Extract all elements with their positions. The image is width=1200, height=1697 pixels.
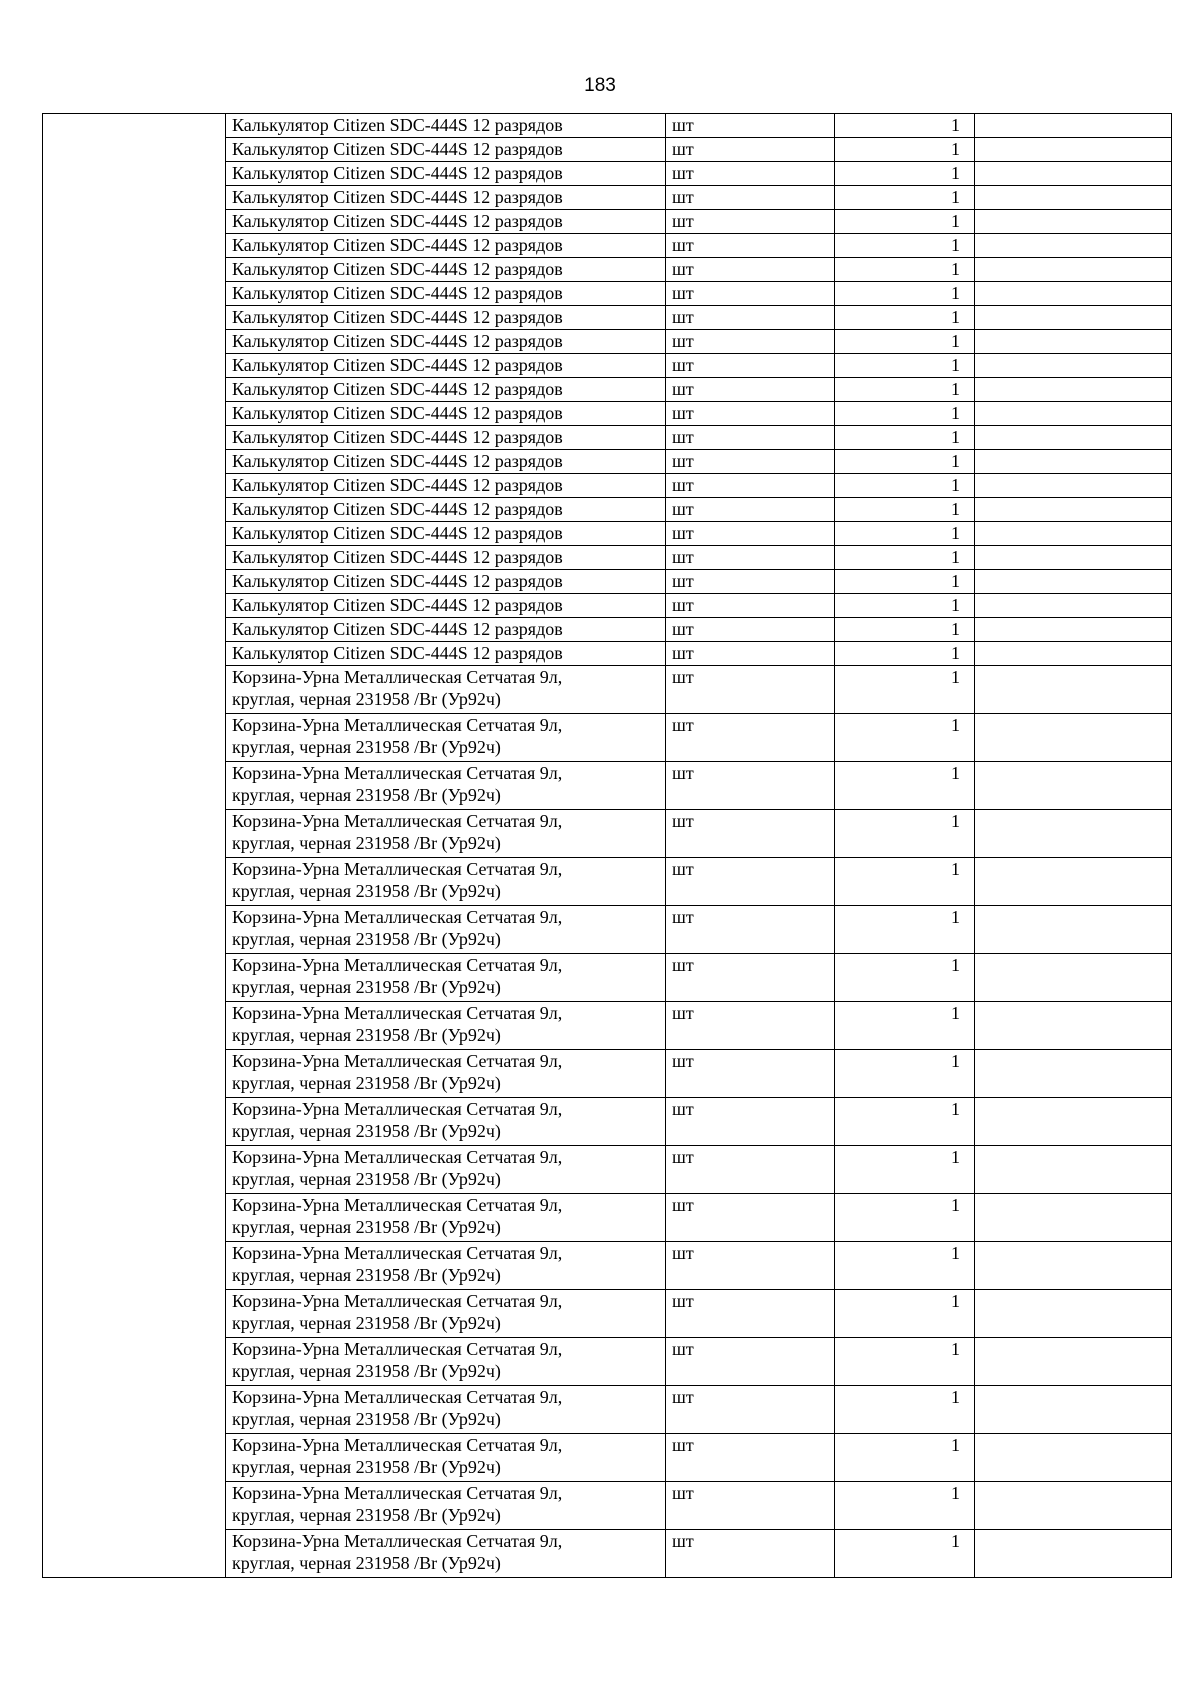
note-cell xyxy=(975,1098,1172,1146)
unit-cell: шт xyxy=(666,522,835,546)
note-cell xyxy=(975,402,1172,426)
unit-cell: шт xyxy=(666,474,835,498)
item-name-line: круглая, черная 231958 /Br (Ур92ч) xyxy=(232,737,501,757)
note-cell xyxy=(975,138,1172,162)
quantity-cell: 1 xyxy=(835,426,975,450)
item-name-cell xyxy=(226,114,666,138)
item-name-cell xyxy=(226,546,666,570)
unit-cell: шт xyxy=(666,450,835,474)
merged-left-cell xyxy=(43,114,226,1578)
item-name-cell xyxy=(226,762,666,810)
item-name-line: круглая, черная 231958 /Br (Ур92ч) xyxy=(232,1361,501,1381)
item-name-line: круглая, черная 231958 /Br (Ур92ч) xyxy=(232,1025,501,1045)
unit-cell: шт xyxy=(666,426,835,450)
note-cell xyxy=(975,618,1172,642)
quantity-cell: 1 xyxy=(835,1002,975,1050)
unit-cell: шт xyxy=(666,162,835,186)
item-name-line: Калькулятор Citizen SDC-444S 12 разрядов xyxy=(232,451,563,471)
note-cell xyxy=(975,1002,1172,1050)
quantity-cell: 1 xyxy=(835,570,975,594)
item-name-line: круглая, черная 231958 /Br (Ур92ч) xyxy=(232,689,501,709)
quantity-cell: 1 xyxy=(835,1530,975,1578)
unit-cell: шт xyxy=(666,954,835,1002)
item-name-line: Корзина-Урна Металлическая Сетчатая 9л, xyxy=(232,667,563,687)
item-name-line: Калькулятор Citizen SDC-444S 12 разрядов xyxy=(232,499,563,519)
note-cell xyxy=(975,1482,1172,1530)
item-name-line: Корзина-Урна Металлическая Сетчатая 9л, xyxy=(232,955,563,975)
quantity-cell: 1 xyxy=(835,810,975,858)
item-name-line: круглая, черная 231958 /Br (Ур92ч) xyxy=(232,881,501,901)
item-name-cell xyxy=(226,138,666,162)
item-name-line: Калькулятор Citizen SDC-444S 12 разрядов xyxy=(232,283,563,303)
item-name-line: Калькулятор Citizen SDC-444S 12 разрядов xyxy=(232,523,563,543)
item-name-cell xyxy=(226,522,666,546)
item-name-cell xyxy=(226,258,666,282)
note-cell xyxy=(975,906,1172,954)
quantity-cell: 1 xyxy=(835,1482,975,1530)
unit-cell: шт xyxy=(666,1530,835,1578)
note-cell xyxy=(975,354,1172,378)
quantity-cell: 1 xyxy=(835,1050,975,1098)
item-name-line: Корзина-Урна Металлическая Сетчатая 9л, xyxy=(232,811,563,831)
quantity-cell: 1 xyxy=(835,1386,975,1434)
unit-cell: шт xyxy=(666,1098,835,1146)
item-name-cell xyxy=(226,354,666,378)
item-name-line: круглая, черная 231958 /Br (Ур92ч) xyxy=(232,1553,501,1573)
unit-cell: шт xyxy=(666,1002,835,1050)
item-name-line: Корзина-Урна Металлическая Сетчатая 9л, xyxy=(232,1483,563,1503)
quantity-cell: 1 xyxy=(835,666,975,714)
note-cell xyxy=(975,762,1172,810)
note-cell xyxy=(975,1386,1172,1434)
item-name-cell xyxy=(226,306,666,330)
item-name-line: Калькулятор Citizen SDC-444S 12 разрядов xyxy=(232,619,563,639)
note-cell xyxy=(975,234,1172,258)
quantity-cell: 1 xyxy=(835,546,975,570)
quantity-cell: 1 xyxy=(835,522,975,546)
item-name-line: круглая, черная 231958 /Br (Ур92ч) xyxy=(232,929,501,949)
note-cell xyxy=(975,1242,1172,1290)
item-name-line: Корзина-Урна Металлическая Сетчатая 9л, xyxy=(232,1435,563,1455)
item-name-cell xyxy=(226,906,666,954)
item-name-cell xyxy=(226,282,666,306)
quantity-cell: 1 xyxy=(835,1242,975,1290)
item-name-cell xyxy=(226,1290,666,1338)
quantity-cell: 1 xyxy=(835,858,975,906)
item-name-line: круглая, черная 231958 /Br (Ур92ч) xyxy=(232,833,501,853)
item-name-cell xyxy=(226,666,666,714)
quantity-cell: 1 xyxy=(835,714,975,762)
note-cell xyxy=(975,1146,1172,1194)
item-name-line: Корзина-Урна Металлическая Сетчатая 9л, xyxy=(232,1147,563,1167)
item-name-line: Калькулятор Citizen SDC-444S 12 разрядов xyxy=(232,187,563,207)
item-name-line: Корзина-Урна Металлическая Сетчатая 9л, xyxy=(232,1243,563,1263)
item-name-line: круглая, черная 231958 /Br (Ур92ч) xyxy=(232,1217,501,1237)
item-name-line: Калькулятор Citizen SDC-444S 12 разрядов xyxy=(232,115,563,135)
item-name-cell xyxy=(226,426,666,450)
item-name-cell xyxy=(226,1242,666,1290)
unit-cell: шт xyxy=(666,1338,835,1386)
item-name-line: Калькулятор Citizen SDC-444S 12 разрядов xyxy=(232,307,563,327)
unit-cell: шт xyxy=(666,210,835,234)
note-cell xyxy=(975,666,1172,714)
quantity-cell: 1 xyxy=(835,378,975,402)
item-name-cell xyxy=(226,1098,666,1146)
note-cell xyxy=(975,858,1172,906)
unit-cell: шт xyxy=(666,1194,835,1242)
quantity-cell: 1 xyxy=(835,186,975,210)
quantity-cell: 1 xyxy=(835,1434,975,1482)
unit-cell: шт xyxy=(666,1290,835,1338)
item-name-line: Калькулятор Citizen SDC-444S 12 разрядов xyxy=(232,643,563,663)
quantity-cell: 1 xyxy=(835,210,975,234)
unit-cell: шт xyxy=(666,1386,835,1434)
note-cell xyxy=(975,258,1172,282)
item-name-cell xyxy=(226,210,666,234)
item-name-cell xyxy=(226,450,666,474)
item-name-cell xyxy=(226,474,666,498)
note-cell xyxy=(975,642,1172,666)
item-name-cell xyxy=(226,594,666,618)
item-name-cell xyxy=(226,618,666,642)
quantity-cell: 1 xyxy=(835,906,975,954)
unit-cell: шт xyxy=(666,114,835,138)
item-name-line: Корзина-Урна Металлическая Сетчатая 9л, xyxy=(232,1531,563,1551)
item-name-line: Корзина-Урна Металлическая Сетчатая 9л, xyxy=(232,1387,563,1407)
unit-cell: шт xyxy=(666,1146,835,1194)
unit-cell: шт xyxy=(666,306,835,330)
unit-cell: шт xyxy=(666,762,835,810)
unit-cell: шт xyxy=(666,234,835,258)
note-cell xyxy=(975,714,1172,762)
inventory-table xyxy=(42,113,1172,1578)
item-name-line: Корзина-Урна Металлическая Сетчатая 9л, xyxy=(232,715,563,735)
item-name-line: круглая, черная 231958 /Br (Ур92ч) xyxy=(232,977,501,997)
item-name-line: Калькулятор Citizen SDC-444S 12 разрядов xyxy=(232,259,563,279)
item-name-cell xyxy=(226,642,666,666)
item-name-line: Калькулятор Citizen SDC-444S 12 разрядов xyxy=(232,571,563,591)
note-cell xyxy=(975,1338,1172,1386)
note-cell xyxy=(975,810,1172,858)
quantity-cell: 1 xyxy=(835,498,975,522)
item-name-line: круглая, черная 231958 /Br (Ур92ч) xyxy=(232,1457,501,1477)
item-name-cell xyxy=(226,810,666,858)
item-name-line: Корзина-Урна Металлическая Сетчатая 9л, xyxy=(232,1003,563,1023)
item-name-line: круглая, черная 231958 /Br (Ур92ч) xyxy=(232,1121,501,1141)
unit-cell: шт xyxy=(666,1434,835,1482)
item-name-cell xyxy=(226,714,666,762)
quantity-cell: 1 xyxy=(835,1338,975,1386)
quantity-cell: 1 xyxy=(835,162,975,186)
unit-cell: шт xyxy=(666,378,835,402)
note-cell xyxy=(975,378,1172,402)
quantity-cell: 1 xyxy=(835,306,975,330)
quantity-cell: 1 xyxy=(835,474,975,498)
unit-cell: шт xyxy=(666,666,835,714)
unit-cell: шт xyxy=(666,282,835,306)
unit-cell: шт xyxy=(666,714,835,762)
unit-cell: шт xyxy=(666,258,835,282)
note-cell xyxy=(975,1530,1172,1578)
item-name-line: Калькулятор Citizen SDC-444S 12 разрядов xyxy=(232,163,563,183)
item-name-line: Калькулятор Citizen SDC-444S 12 разрядов xyxy=(232,547,563,567)
note-cell xyxy=(975,1050,1172,1098)
note-cell xyxy=(975,186,1172,210)
quantity-cell: 1 xyxy=(835,114,975,138)
item-name-line: Калькулятор Citizen SDC-444S 12 разрядов xyxy=(232,355,563,375)
table-row xyxy=(43,114,1172,138)
unit-cell: шт xyxy=(666,594,835,618)
item-name-line: Корзина-Урна Металлическая Сетчатая 9л, xyxy=(232,1339,563,1359)
item-name-line: Корзина-Урна Металлическая Сетчатая 9л, xyxy=(232,1195,563,1215)
unit-cell: шт xyxy=(666,906,835,954)
quantity-cell: 1 xyxy=(835,354,975,378)
item-name-line: Калькулятор Citizen SDC-444S 12 разрядов xyxy=(232,475,563,495)
page-number: 183 xyxy=(584,75,616,96)
item-name-cell xyxy=(226,402,666,426)
note-cell xyxy=(975,1434,1172,1482)
item-name-line: круглая, черная 231958 /Br (Ур92ч) xyxy=(232,1073,501,1093)
item-name-cell xyxy=(226,186,666,210)
quantity-cell: 1 xyxy=(835,1290,975,1338)
note-cell xyxy=(975,306,1172,330)
item-name-cell xyxy=(226,1434,666,1482)
note-cell xyxy=(975,450,1172,474)
item-name-line: круглая, черная 231958 /Br (Ур92ч) xyxy=(232,1265,501,1285)
item-name-cell xyxy=(226,162,666,186)
note-cell xyxy=(975,522,1172,546)
item-name-cell xyxy=(226,1146,666,1194)
quantity-cell: 1 xyxy=(835,138,975,162)
item-name-cell xyxy=(226,378,666,402)
unit-cell: шт xyxy=(666,642,835,666)
item-name-cell xyxy=(226,1482,666,1530)
item-name-cell xyxy=(226,234,666,258)
note-cell xyxy=(975,594,1172,618)
unit-cell: шт xyxy=(666,1050,835,1098)
item-name-cell xyxy=(226,1002,666,1050)
quantity-cell: 1 xyxy=(835,618,975,642)
quantity-cell: 1 xyxy=(835,234,975,258)
item-name-line: Корзина-Урна Металлическая Сетчатая 9л, xyxy=(232,907,563,927)
unit-cell: шт xyxy=(666,810,835,858)
unit-cell: шт xyxy=(666,354,835,378)
note-cell xyxy=(975,570,1172,594)
item-name-line: круглая, черная 231958 /Br (Ур92ч) xyxy=(232,1169,501,1189)
item-name-line: Корзина-Урна Металлическая Сетчатая 9л, xyxy=(232,1051,563,1071)
note-cell xyxy=(975,330,1172,354)
item-name-line: круглая, черная 231958 /Br (Ур92ч) xyxy=(232,785,501,805)
note-cell xyxy=(975,954,1172,1002)
unit-cell: шт xyxy=(666,186,835,210)
note-cell xyxy=(975,1290,1172,1338)
item-name-line: Калькулятор Citizen SDC-444S 12 разрядов xyxy=(232,403,563,423)
note-cell xyxy=(975,1194,1172,1242)
quantity-cell: 1 xyxy=(835,258,975,282)
item-name-cell xyxy=(226,1050,666,1098)
item-name-cell xyxy=(226,1338,666,1386)
quantity-cell: 1 xyxy=(835,450,975,474)
quantity-cell: 1 xyxy=(835,402,975,426)
note-cell xyxy=(975,114,1172,138)
note-cell xyxy=(975,426,1172,450)
quantity-cell: 1 xyxy=(835,1194,975,1242)
note-cell xyxy=(975,282,1172,306)
item-name-line: Корзина-Урна Металлическая Сетчатая 9л, xyxy=(232,859,563,879)
item-name-cell xyxy=(226,570,666,594)
quantity-cell: 1 xyxy=(835,642,975,666)
item-name-cell xyxy=(226,498,666,522)
quantity-cell: 1 xyxy=(835,954,975,1002)
item-name-line: круглая, черная 231958 /Br (Ур92ч) xyxy=(232,1409,501,1429)
inventory-table-body xyxy=(43,114,1172,1578)
quantity-cell: 1 xyxy=(835,330,975,354)
unit-cell: шт xyxy=(666,546,835,570)
item-name-cell xyxy=(226,330,666,354)
item-name-line: Корзина-Урна Металлическая Сетчатая 9л, xyxy=(232,1291,563,1311)
note-cell xyxy=(975,474,1172,498)
unit-cell: шт xyxy=(666,402,835,426)
unit-cell: шт xyxy=(666,138,835,162)
item-name-line: Калькулятор Citizen SDC-444S 12 разрядов xyxy=(232,211,563,231)
note-cell xyxy=(975,162,1172,186)
unit-cell: шт xyxy=(666,498,835,522)
item-name-line: Корзина-Урна Металлическая Сетчатая 9л, xyxy=(232,1099,563,1119)
note-cell xyxy=(975,210,1172,234)
note-cell xyxy=(975,546,1172,570)
item-name-cell xyxy=(226,1530,666,1578)
quantity-cell: 1 xyxy=(835,594,975,618)
item-name-line: Калькулятор Citizen SDC-444S 12 разрядов xyxy=(232,595,563,615)
item-name-line: Калькулятор Citizen SDC-444S 12 разрядов xyxy=(232,331,563,351)
item-name-line: Калькулятор Citizen SDC-444S 12 разрядов xyxy=(232,235,563,255)
note-cell xyxy=(975,498,1172,522)
item-name-line: Калькулятор Citizen SDC-444S 12 разрядов xyxy=(232,379,563,399)
item-name-line: круглая, черная 231958 /Br (Ур92ч) xyxy=(232,1313,501,1333)
unit-cell: шт xyxy=(666,618,835,642)
item-name-line: Калькулятор Citizen SDC-444S 12 разрядов xyxy=(232,427,563,447)
unit-cell: шт xyxy=(666,1242,835,1290)
quantity-cell: 1 xyxy=(835,1146,975,1194)
quantity-cell: 1 xyxy=(835,762,975,810)
unit-cell: шт xyxy=(666,1482,835,1530)
quantity-cell: 1 xyxy=(835,1098,975,1146)
item-name-line: круглая, черная 231958 /Br (Ур92ч) xyxy=(232,1505,501,1525)
item-name-cell xyxy=(226,954,666,1002)
quantity-cell: 1 xyxy=(835,282,975,306)
item-name-cell xyxy=(226,1386,666,1434)
unit-cell: шт xyxy=(666,330,835,354)
item-name-line: Калькулятор Citizen SDC-444S 12 разрядов xyxy=(232,139,563,159)
item-name-line: Корзина-Урна Металлическая Сетчатая 9л, xyxy=(232,763,563,783)
unit-cell: шт xyxy=(666,570,835,594)
unit-cell: шт xyxy=(666,858,835,906)
item-name-cell xyxy=(226,858,666,906)
item-name-cell xyxy=(226,1194,666,1242)
